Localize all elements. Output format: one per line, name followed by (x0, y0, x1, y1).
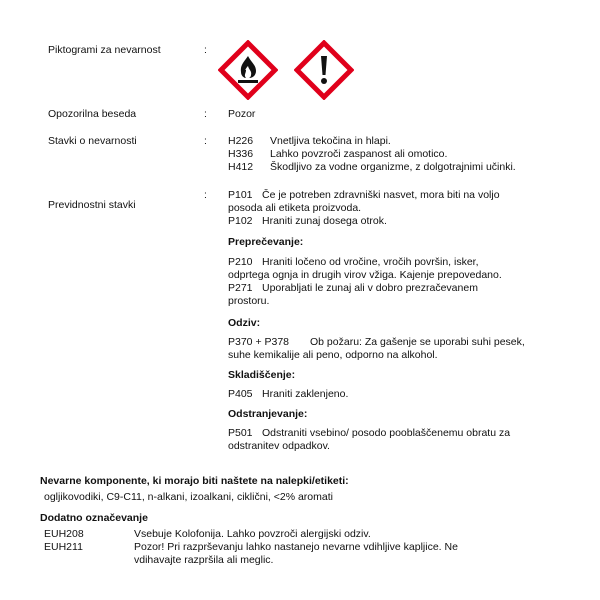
euh208-text: Vsebuje Kolofonija. Lahko povzroči alergijski odziv. (134, 528, 371, 540)
signal-word-colon: : (204, 108, 207, 120)
hazard-code: H412 (228, 161, 254, 173)
flame-pictogram-icon (218, 40, 278, 100)
euh211-text-continued: vdihavajte razpršila ali meglic. (134, 554, 274, 566)
response-heading: Odziv: (228, 317, 261, 329)
p370-text: Ob požaru: Za gašenje se uporabi suhi pesek, (310, 336, 525, 348)
p102-line (228, 215, 387, 227)
p210-code: P210 (228, 256, 253, 268)
hazard-text: Vnetljiva tekočina in hlapi. (270, 135, 391, 147)
p271-line (228, 282, 478, 294)
p405-code: P405 (228, 388, 253, 400)
hazard-text: Lahko povzroči zaspanost ali omotico. (270, 148, 448, 160)
p271-code: P271 (228, 282, 253, 294)
hazard-code: H336 (228, 148, 254, 160)
p271-line-continued: prostoru. (228, 295, 270, 307)
pictograms-colon: : (204, 44, 207, 56)
p370-code: P370 + P378 (228, 336, 290, 348)
hazardous-components-value: ogljikovodiki, C9-C11, n-alkani, izoalkani, ciklični, <2% aromati (44, 491, 333, 503)
pictograms-label: Piktogrami za nevarnost (48, 44, 161, 56)
euh211-text: Pozor! Pri razprševanju lahko nastanejo nevarne vdihljive kapljice. Ne (134, 541, 458, 553)
p101-line (228, 189, 500, 201)
euh208-code: EUH208 (44, 528, 84, 540)
exclamation-pictogram-icon (294, 40, 354, 100)
hazardous-components-heading: Nevarne komponente, ki morajo biti naštete na nalepki/etiketi: (40, 475, 349, 487)
p501-line-continued: odstranitev odpadkov. (228, 440, 330, 452)
hazard-statement-row (228, 135, 391, 147)
storage-heading: Skladiščenje: (228, 369, 296, 381)
p370-line-continued: suhe kemikalije ali peno, odporno na alkohol. (228, 349, 438, 361)
p501-code: P501 (228, 427, 253, 439)
p102-code: P102 (228, 215, 253, 227)
p370-line (228, 336, 525, 348)
p501-line (228, 427, 510, 439)
additional-labelling-heading: Dodatno označevanje (40, 512, 148, 524)
p210-line (228, 256, 479, 268)
precautionary-statements-label: Previdnostni stavki (48, 199, 136, 211)
hazard-statement-row (228, 148, 447, 160)
disposal-heading: Odstranjevanje: (228, 408, 308, 420)
p210-text: Hraniti ločeno od vročine, vročih površin, isker, (262, 256, 479, 268)
signal-word-value: Pozor (228, 108, 256, 120)
p501-text: Odstraniti vsebino/ posodo pooblaščenemu obratu za (262, 427, 511, 439)
p101-line-continued: posoda ali etiketa proizvoda. (228, 202, 362, 214)
p101-code: P101 (228, 189, 253, 201)
precautionary-statements-colon: : (204, 189, 207, 201)
p102-text: Hraniti zunaj dosega otrok. (262, 215, 387, 227)
p405-line (228, 388, 348, 400)
p210-line-continued: odprtega ognja in drugih virov vžiga. Kajenje prepovedano. (228, 269, 502, 281)
hazard-statement-row (228, 161, 516, 173)
hazard-statements-label: Stavki o nevarnosti (48, 135, 137, 147)
p405-text: Hraniti zaklenjeno. (262, 388, 349, 400)
hazard-statements-colon: : (204, 135, 207, 147)
hazard-code: H226 (228, 135, 254, 147)
p101-text: Če je potreben zdravniški nasvet, mora biti na voljo (262, 189, 500, 201)
euh211-code: EUH211 (44, 541, 83, 553)
signal-word-label: Opozorilna beseda (48, 108, 137, 120)
p271-text: Uporabljati le zunaj ali v dobro prezračevanem (262, 282, 478, 294)
prevention-heading: Preprečevanje: (228, 236, 304, 248)
hazard-text: Škodljivo za vodne organizme, z dolgotrajnimi učinki. (270, 161, 516, 173)
